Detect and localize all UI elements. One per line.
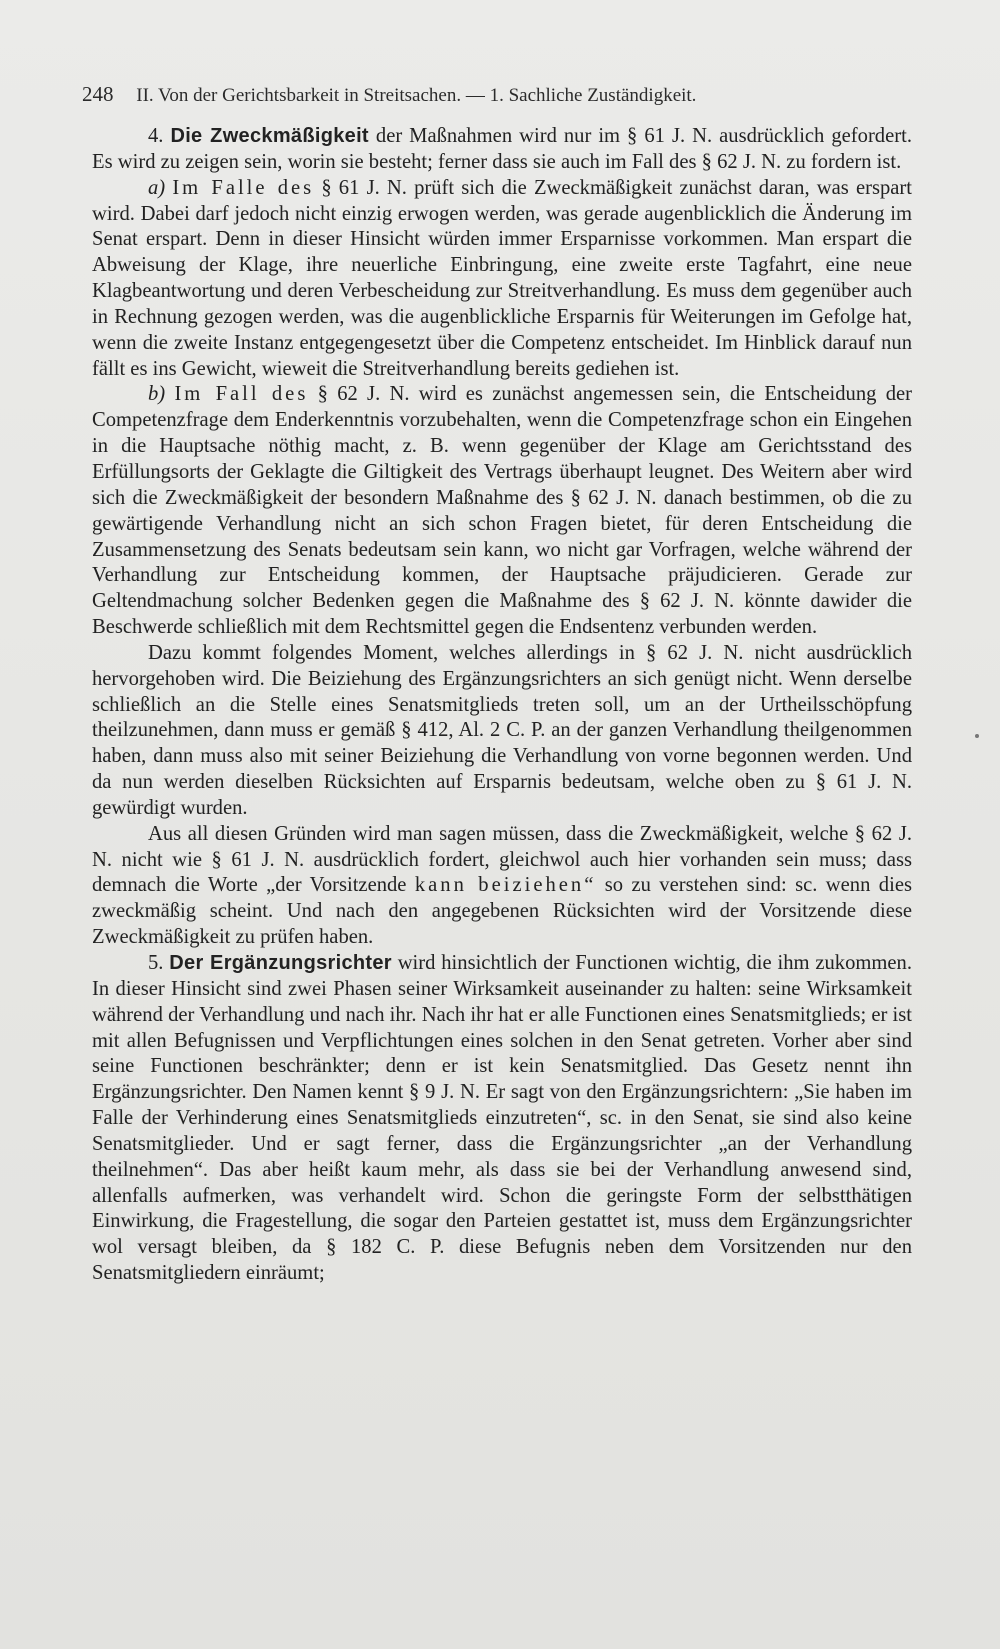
section-5-number: 5.	[148, 952, 164, 974]
conclusion-spaced-phrase: kann beiziehen“	[414, 874, 597, 897]
section-4a-spaced-phrase: Im Falle des	[172, 176, 315, 199]
section-4a-paragraph	[92, 176, 912, 383]
section-5-paragraph	[92, 951, 912, 1287]
running-header	[82, 82, 930, 107]
conclusion-text-1: Aus all diesen Gründen wird man sagen müssen, dass die Zweckmäßigkeit, welche § 62 J. N. nicht wie § 61 J. N. ausdrücklich fordert, gleichwol auch hier vorhanden sein muss; dass demnach die Worte „der Vorsitzende	[92, 822, 912, 897]
paragraph-conclusion	[92, 822, 912, 951]
section-4-paragraph	[92, 124, 912, 176]
page-number: 248	[82, 82, 114, 106]
paragraph-dazu: Dazu kommt folgendes Moment, welches allerdings in § 62 J. N. nicht ausdrücklich hervorgehoben wird. Die Beiziehung des Ergänzungsrichters an sich genügt nicht. Wenn derselbe schließlich an die Stelle eines Senatsmitglieds treten soll, um an der Urtheilsschöpfung theilzunehmen, dann muss er gemäß § 412, Al. 2 C. P. an der ganzen Verhandlung theilgenommen haben, dann muss also mit seiner Beiziehung die Verhandlung von vorne begonnen werden. Und da nun werden dieselben Rücksichten auf Ersparnis bedeutsam, welche oben zu § 61 J. N. gewürdigt wurden.	[92, 641, 912, 819]
body-text	[92, 124, 912, 1287]
section-4a-text: § 61 J. N. prüft sich die Zweckmäßigkeit zunächst daran, was erspart wird. Dabei darf jedoch nicht einzig erwogen werden, was gerade augenblicklich die Änderung im Senat erspart. Denn in dieser Hinsicht würden immer Ersparnisse vorkommen. Man erspart die Abweisung der Klage, ihre neuerliche Einbringung, eine zweite erste Tagfahrt, eine neue Klagbeantwortung und deren Verbescheidung zur Streitverhandlung. Es muss dem gegenüber auch in Rechnung gezogen werden, was die augenblickliche Ersparnis für Weiterungen im Gefolge hat, wenn die zweite Instanz entgegengesetzt über die Competenz entscheidet. Im Hinblick darauf nun fällt es ins Gewicht, wieweit die Streitverhandlung bereits gediehen ist.	[92, 176, 912, 380]
running-title: II. Von der Gerichtsbarkeit in Streitsachen. — 1. Sachliche Zuständigkeit.	[136, 85, 697, 106]
conclusion-text-2: so zu verstehen sind: sc. wenn dies zweckmäßig scheint. Und nach den angegebenen Rücksichten wird der Vorsitzende diese Zweckmäßigkeit zu prüfen haben.	[92, 874, 912, 949]
section-4b-spaced-phrase: Im Fall des	[174, 383, 309, 406]
section-4a-label: a)	[148, 176, 166, 199]
section-4b-paragraph	[92, 382, 912, 640]
section-4-heading: Die Zweckmäßigkeit	[170, 125, 369, 147]
section-4-intro: der Maßnahmen wird nur im § 61 J. N. ausdrücklich gefordert. Es wird zu zeigen sein, worin sie besteht; ferner dass sie auch im Fall des § 62 J. N. zu fordern ist.	[92, 125, 912, 173]
section-4b-text: § 62 J. N. wird es zunächst angemessen sein, die Entscheidung der Competenzfrage dem Enderkenntnis vorzubehalten, wenn die Competenzfrage schon ein Eingehen in die Hauptsache nöthig macht, z. B. wenn gegenüber der Klage am Gerichtsstand des Erfüllungsorts der Geklagte die Giltigkeit des Vertrags überhaupt leugnet. Des Weitern aber wird sich die Zweckmäßigkeit der besondern Maßnahme des § 62 J. N. danach bestimmen, ob die zu gewärtigende Verhandlung nicht an sich schon Fragen bietet, für deren Entscheidung die Zusammensetzung des Senats bedeutsam sein kann, wo nicht gar Vorfragen, welche während der Verhandlung zur Entscheidung kommen, der Hauptsache präjudicieren. Gerade zur Geltendmachung solcher Bedenken gegen die Maßnahme des § 62 J. N. könnte dawider die Beschwerde schließlich mit dem Rechtsmittel gegen die Endsentenz verbunden werden.	[92, 383, 912, 639]
section-4-number: 4.	[148, 125, 164, 147]
section-5-text: wird hinsichtlich der Functionen wichtig, die ihm zukommen. In dieser Hinsicht sind zwei Phasen seiner Wirksamkeit auseinander zu halten: seine Wirksamkeit während der Verhandlung und nach ihr. Nach ihr hat er alle Functionen eines Senatsmitglieds; er ist mit allen Befugnissen und Verpflichtungen eines solchen in den Senat getreten. Vorher aber sind seine Functionen beschränkter; denn er ist kein Senatsmitglied. Das Gesetz nennt ihn Ergänzungsrichter. Den Namen kennt § 9 J. N. Er sagt von den Ergänzungsrichtern: „Sie haben im Falle der Verhinderung eines Senatsmitglieds einzutreten“, sc. in den Senat, sie sind also keine Senatsmitglieder. Und er sagt ferner, dass die Ergänzungsrichter „an der Verhandlung theilnehmen“. Das aber heißt kaum mehr, als dass sie bei der Verhandlung anwesend sind, allenfalls aufmerken, was verhandelt wird. Schon die geringste Form der selbstthätigen Einwirkung, die Fragestellung, die sogar den Parteien gestattet ist, muss dem Ergänzungsrichter wol versagt bleiben, da § 182 C. P. diese Befugnis neben dem Vorsitzenden nur den Senatsmitgliedern einräumt;	[92, 952, 912, 1285]
section-5-heading: Der Ergänzungsrichter	[169, 952, 392, 974]
paper-speck	[975, 734, 979, 738]
section-4b-label: b)	[148, 383, 166, 406]
